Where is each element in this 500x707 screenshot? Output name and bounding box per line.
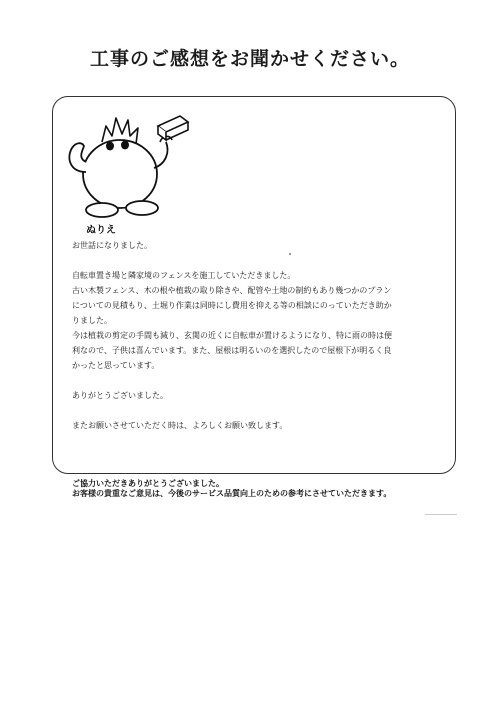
thanks-line: ありがとうございました。	[72, 391, 168, 400]
caption-nurie: ぬりえ	[86, 225, 116, 236]
footer-line2: お客様の貴重なご意見は、今後のサービス品質向上のための参考にさせていただきます。	[72, 489, 392, 498]
paragraph1-line: 古い木製フェンス、木の根や植栽の取り除きや、配管や土地の制約もあり幾つかのプラン	[72, 286, 392, 295]
paragraph2-line: かったと思っています。	[72, 361, 160, 370]
footer-note	[72, 479, 472, 499]
paragraph2-line: 利なので、子供は喜んでいます。また、屋根は明るいのを選択したので屋根下が明るく良	[72, 346, 392, 355]
mascot-illustration	[62, 112, 194, 224]
faint-rule	[425, 514, 457, 515]
greeting-line: お世話になりました。	[72, 241, 152, 250]
comment-body	[72, 238, 448, 433]
footer-line1: ご協力いただきありがとうございました。	[72, 479, 224, 488]
paragraph1-line: についての見積もり、土堀り作業は同時にし費用を抑える等の相談にのっていただき助か	[72, 301, 392, 310]
paragraph2-line: 今は植栽の剪定の手間も減り、玄関の近くに自転車が置けるようになり、特に雨の時は便	[72, 331, 392, 340]
page-title: 工事のご感想をお聞かせください。	[89, 48, 410, 70]
paragraph1-line: りました。	[72, 316, 112, 325]
paragraph1-line: 自転車置き場と隣家境のフェンスを施工していただきました。	[72, 271, 296, 280]
closing-line: またお願いさせていただく時は、よろしくお願い致します。	[72, 421, 288, 430]
